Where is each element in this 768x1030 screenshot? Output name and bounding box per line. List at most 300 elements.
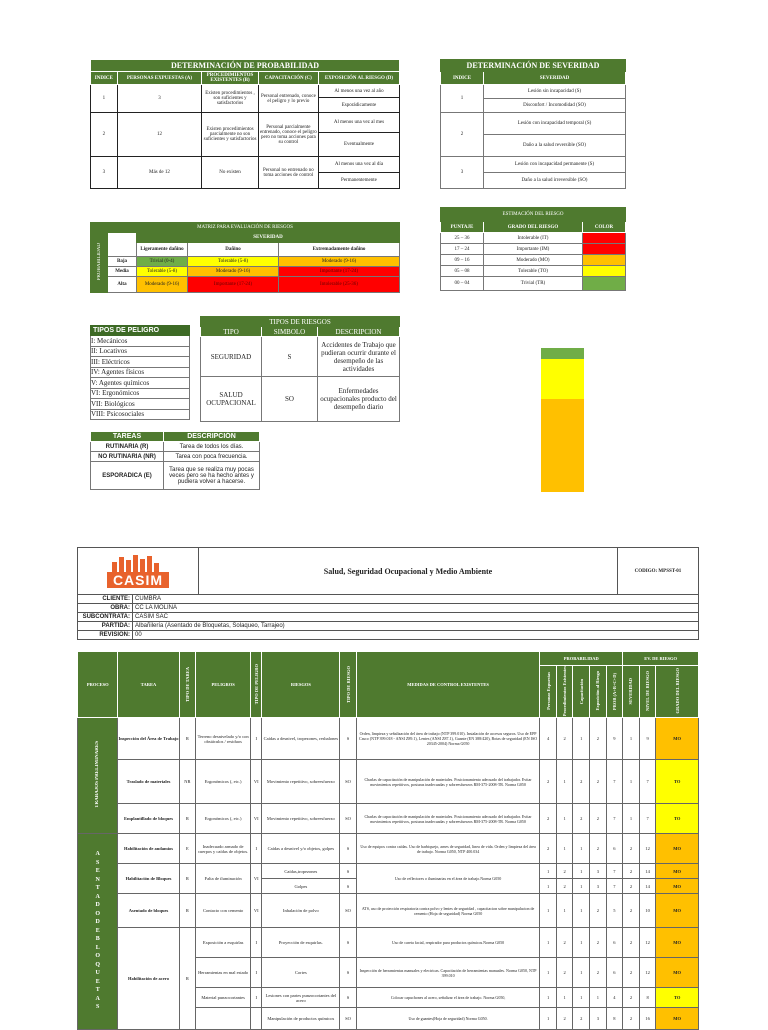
- hazard-types-title: TIPOS DE PELIGRO: [91, 326, 190, 336]
- risk-grade-cell: MO: [656, 928, 699, 958]
- building-icon: [108, 554, 168, 572]
- col-tarea: TAREA: [118, 652, 179, 718]
- score-cell: 1: [540, 1008, 557, 1030]
- risk-type-cell: S: [340, 864, 357, 879]
- hazard-item: V: Agentes químicos: [91, 378, 190, 389]
- sev-item: Lesión con incapacidad temporal (S): [484, 113, 626, 135]
- document-header: [77, 547, 699, 595]
- risk-type-cell: S: [340, 988, 357, 1008]
- risk-types-header: DESCRIPCION: [318, 327, 400, 337]
- control-measures-cell: ATS, uso de protección respiratoria contra polvo y lentes de seguridad , capacitacion sobre manipulacion de cemento (Hoja de seguridad) Norma G050: [356, 894, 540, 928]
- risk-grade-cell: TO: [656, 760, 699, 804]
- score-cell: 2: [623, 988, 640, 1008]
- score-cell: 7: [606, 804, 623, 834]
- col-medidas: MEDIDAS DE CONTROL EXISTENTES: [356, 652, 540, 718]
- hazard-type-cell: [251, 1008, 262, 1030]
- score-cell: 2: [590, 894, 607, 928]
- task-cell: Habilitación de andamios: [118, 834, 179, 864]
- risk-types-title: TIPOS DE RIESGOS: [201, 317, 400, 327]
- risk-matrix: [90, 222, 400, 293]
- risk-cell: Lesiones con partes punzocortantes del acero: [262, 988, 340, 1008]
- col-tipo-peligro: TIPO DE PELIGRO: [253, 664, 259, 705]
- score-cell: 5: [606, 894, 623, 928]
- score-cell: 2: [556, 864, 573, 879]
- proceso-label: TRABAJOS PRELIMINARES: [95, 741, 101, 809]
- hazard-cell: Material punzocortantes: [196, 988, 251, 1008]
- risk-cell: Inhalación de polvo: [262, 894, 340, 928]
- table-row: [78, 928, 699, 958]
- matrix-severity-label: SEVERIDAD: [137, 233, 400, 243]
- iper-table: [77, 651, 699, 1030]
- risk-symbol: S: [262, 337, 318, 377]
- matrix-cell: Tolerable (5-8): [188, 257, 279, 267]
- task-type-cell: R: [179, 804, 196, 834]
- info-value: CC LA MOLINA: [133, 604, 699, 613]
- risk-grade-cell: MO: [656, 718, 699, 760]
- matrix-row-label: Media: [108, 267, 137, 277]
- score-cell: 2: [540, 760, 557, 804]
- score-cell: 2: [623, 879, 640, 894]
- score-cell: 7: [606, 879, 623, 894]
- document-title: Salud, Seguridad Ocupacional y Medio Ambiente: [199, 548, 618, 595]
- estim-grado: Moderado (MO): [484, 255, 583, 266]
- score-cell: 4: [606, 988, 623, 1008]
- prob-proc: Existen procedimientos , son suficientes y satisfactorios: [202, 85, 259, 113]
- info-label: SUBCONTRATA:: [78, 613, 133, 622]
- info-label: CLIENTE:: [78, 595, 133, 604]
- hazard-cell: Inadecuado armado de cuerpos y caídas de objetos.: [196, 834, 251, 864]
- risk-desc: Accidentes de Trabajo que pudieran ocurrir durante el desempeño de las actividades: [318, 337, 400, 377]
- table-row: [78, 894, 699, 928]
- score-cell: 1: [573, 834, 590, 864]
- score-cell: 2: [556, 958, 573, 988]
- score-cell: 1: [573, 894, 590, 928]
- risk-cell: Movimiento repetitivo, sobreesfuerzo: [262, 760, 340, 804]
- col-tipo-riesgo: TIPO DE RIESGO: [345, 665, 351, 703]
- score-cell: 4: [540, 718, 557, 760]
- hazard-types-table: [90, 325, 190, 420]
- estim-color-swatch: [583, 277, 626, 291]
- matrix-cell: Importante (17-24): [279, 267, 400, 277]
- score-cell: 8: [606, 1008, 623, 1030]
- risk-type-cell: S: [340, 879, 357, 894]
- hazard-item: III: Eléctricos: [91, 357, 190, 368]
- legend-bar-green: [541, 348, 584, 359]
- prob-cap: Personal no entrenado no toma acciones de control: [258, 157, 318, 189]
- prob-personas: 12: [117, 113, 202, 157]
- score-cell: 12: [639, 928, 656, 958]
- score-cell: 14: [639, 879, 656, 894]
- hazard-cell: Exposición a esquirlas: [196, 928, 251, 958]
- score-cell: 1: [556, 988, 573, 1008]
- matrix-cell: Moderado (9-16): [188, 267, 279, 277]
- hazard-cell: Ergonómicos (, etc.): [196, 804, 251, 834]
- risk-cell: Cortes: [262, 958, 340, 988]
- risk-type-cell: SO: [340, 894, 357, 928]
- sev-header-severidad: SEVERIDAD: [484, 72, 626, 85]
- score-cell: 1: [556, 894, 573, 928]
- hazard-cell: Terreno desnivelado y/o con obstáculos / residuos: [196, 718, 251, 760]
- risk-grade-cell: MO: [656, 834, 699, 864]
- task-cell: Habilitación de acero: [118, 928, 179, 1030]
- score-cell: 2: [540, 804, 557, 834]
- matrix-col: Dañino: [188, 243, 279, 257]
- hazard-type-cell: VI: [251, 864, 262, 894]
- risk-desc: Enfermedades ocupacionales producto del desempeño diario: [318, 377, 400, 422]
- task-desc: Tarea de todos los días.: [164, 442, 260, 452]
- col-sub: SEVERIDAD: [628, 677, 634, 705]
- task-type-cell: R: [179, 718, 196, 760]
- col-riesgos: RIESGOS: [262, 652, 340, 718]
- prob-exp: Al menos una vez al mes: [318, 113, 399, 133]
- col-sub: Capacitación: [578, 678, 584, 704]
- matrix-cell: Trivial (0-4): [137, 257, 188, 267]
- sev-item: Daño a la salud reversible (SO): [484, 135, 626, 157]
- score-cell: 3: [590, 864, 607, 879]
- risk-cell: Manipulación de productos químicos: [262, 1008, 340, 1030]
- score-cell: 2: [590, 834, 607, 864]
- prob-header-cap: CAPACITACIÓN (C): [258, 72, 318, 85]
- risk-cell: Caídas a desnivel, tropezones, resbalones: [262, 718, 340, 760]
- hazard-type-cell: I: [251, 988, 262, 1008]
- info-value: CUMBRA: [133, 595, 699, 604]
- risk-grade-cell: MO: [656, 958, 699, 988]
- col-sub: NIVEL DE RIESGO: [645, 671, 651, 712]
- estim-grado: Importante (IM): [484, 244, 583, 255]
- table-row: [78, 760, 699, 804]
- score-cell: 2: [556, 879, 573, 894]
- document-code: CODIGO: MPSST-01: [618, 548, 699, 595]
- score-cell: 1: [590, 988, 607, 1008]
- estim-puntaje: 17 – 24: [441, 244, 484, 255]
- score-cell: 2: [590, 760, 607, 804]
- task-cell: Traslado de materiales: [118, 760, 179, 804]
- score-cell: 2: [540, 834, 557, 864]
- matrix-cell: Tolerable (5-8): [137, 267, 188, 277]
- task-type-cell: E: [179, 834, 196, 864]
- prob-indice: 2: [91, 113, 118, 157]
- probability-table: [90, 59, 400, 189]
- score-cell: 6: [606, 958, 623, 988]
- estim-header: GRADO DEL RIESGO: [484, 222, 583, 233]
- prob-header-exp: EXPOSICIÓN AL RIESGO (D): [318, 72, 399, 85]
- sev-item: Lesión con incapacidad permanente (S): [484, 157, 626, 173]
- hazard-type-cell: VI: [251, 760, 262, 804]
- score-cell: 3: [590, 879, 607, 894]
- score-cell: 1: [573, 879, 590, 894]
- severity-title: DETERMINACIÓN DE SEVERIDAD: [441, 60, 626, 72]
- table-row: [78, 804, 699, 834]
- score-cell: 7: [606, 864, 623, 879]
- sev-item: Daño a la salud irreversible (SO): [484, 173, 626, 189]
- control-measures-cell: Uso de equipos contra caídas. Uso de barbiquejo, arnes de seguridad, linea de vida. Orden y limpieza del área de trabajo. Norma G050, NTP 400.034: [356, 834, 540, 864]
- prob-indice: 1: [91, 85, 118, 113]
- score-cell: 8: [639, 988, 656, 1008]
- table-row: [78, 834, 699, 864]
- score-cell: 7: [606, 760, 623, 804]
- score-cell: 1: [556, 834, 573, 864]
- prob-personas: 3: [117, 85, 202, 113]
- table-row: [78, 718, 699, 760]
- hazard-cell: Contacto con cemento: [196, 894, 251, 928]
- matrix-row-label: Alta: [108, 277, 137, 293]
- score-cell: 3: [590, 1008, 607, 1030]
- task-type-cell: R: [179, 928, 196, 1030]
- casim-logo: [78, 554, 198, 588]
- control-measures-cell: Uso de careta facial, respirador para productos químicos.Norma G050: [356, 928, 540, 958]
- risk-type-cell: S: [340, 834, 357, 864]
- sev-indice: 1: [441, 85, 484, 113]
- estimation-title: ESTIMACIÓN DEL RIESGO: [441, 208, 626, 222]
- control-measures-cell: Colocar capuchones al acero, señalizar el área de trabajo. Norma G050,: [356, 988, 540, 1008]
- score-cell: 9: [606, 718, 623, 760]
- document-info: [77, 594, 699, 640]
- score-cell: 2: [623, 864, 640, 879]
- prob-exp: Al menos una vez al año: [318, 85, 399, 98]
- score-cell: 1: [556, 804, 573, 834]
- col-sub: Exposición al Riesgo: [595, 671, 601, 711]
- table-row: [78, 864, 699, 879]
- estim-grado: Trivial (TR): [484, 277, 583, 291]
- hazard-type-cell: I: [251, 834, 262, 864]
- score-cell: 2: [573, 804, 590, 834]
- risk-types-header: TIPO: [201, 327, 262, 337]
- risk-symbol: SO: [262, 377, 318, 422]
- prob-indice: 3: [91, 157, 118, 189]
- logo-text: CASIM: [107, 572, 169, 588]
- risk-type: SALUD OCUPACIONAL: [201, 377, 262, 422]
- col-probabilidad: PROBABILIDAD: [540, 652, 623, 666]
- proceso-cell: [78, 718, 118, 834]
- control-measures-cell: Uso de reflectores o iluminarias en el área de trabajo.Norma G050: [356, 864, 540, 894]
- score-cell: 7: [639, 804, 656, 834]
- task-type-cell: R: [179, 894, 196, 928]
- score-cell: 6: [606, 928, 623, 958]
- hazard-item: IV: Agentes físicos: [91, 367, 190, 378]
- hazard-item: I: Mecánicos: [91, 336, 190, 347]
- col-sub: GRADO DEL RIESGO: [674, 668, 680, 714]
- score-cell: 2: [623, 958, 640, 988]
- legend-bar-yellow: [541, 359, 584, 399]
- score-cell: 1: [540, 958, 557, 988]
- sev-indice: 3: [441, 157, 484, 189]
- risk-grade-cell: TO: [656, 804, 699, 834]
- score-cell: 1: [540, 864, 557, 879]
- prob-proc: Existen procedimientos parcialmente no son suficientes y satisfactorios: [202, 113, 259, 157]
- score-cell: 1: [540, 988, 557, 1008]
- risk-type-cell: SO: [340, 804, 357, 834]
- info-value: 00: [133, 631, 699, 640]
- prob-exp: Permanentemente: [318, 173, 399, 189]
- score-cell: 9: [639, 718, 656, 760]
- hazard-type-cell: I: [251, 718, 262, 760]
- hazard-item: VII: Biológicos: [91, 399, 190, 410]
- tasks-header: DESCRIPCIÓN: [164, 432, 260, 442]
- hazard-cell: [196, 1008, 251, 1030]
- score-cell: 2: [590, 958, 607, 988]
- task-cell: Inspección del Área de Trabajo: [118, 718, 179, 760]
- score-cell: 12: [639, 958, 656, 988]
- prob-header-indice: INDICE: [91, 72, 118, 85]
- col-proceso: PROCESO: [78, 652, 118, 718]
- matrix-row-label: Baja: [108, 257, 137, 267]
- score-cell: 1: [573, 928, 590, 958]
- sev-indice: 2: [441, 113, 484, 157]
- estim-header: COLOR: [583, 222, 626, 233]
- task-type-cell: NR: [179, 760, 196, 804]
- logo-cell: [78, 548, 199, 595]
- score-cell: 1: [540, 879, 557, 894]
- estim-header: PUNTAJE: [441, 222, 484, 233]
- hazard-cell: Ergonómicos (, etc.): [196, 760, 251, 804]
- task-cell: Asentado de bloques: [118, 894, 179, 928]
- score-cell: 2: [623, 894, 640, 928]
- iper-body: [78, 718, 699, 1030]
- score-cell: 7: [639, 760, 656, 804]
- risk-grade-cell: MO: [656, 879, 699, 894]
- matrix-cell: Importante (17-24): [188, 277, 279, 293]
- hazard-type-cell: I: [251, 958, 262, 988]
- estim-puntaje: 25 – 36: [441, 233, 484, 244]
- hazard-type-cell: VI: [251, 804, 262, 834]
- score-cell: 2: [590, 718, 607, 760]
- info-value: Albañilería (Asentado de Bloquetas, Solaqueo, Tarrajeo): [133, 622, 699, 631]
- prob-exp: Al menos una vez al día: [318, 157, 399, 173]
- sev-header-indice: INDICE: [441, 72, 484, 85]
- proceso-cell: [78, 834, 118, 1030]
- tasks-header: TAREAS: [91, 432, 164, 442]
- risk-type-cell: SO: [340, 760, 357, 804]
- matrix-cell: Moderado (9-16): [137, 277, 188, 293]
- sev-item: Lesión sin incapacidad (S): [484, 85, 626, 99]
- prob-exp: Esporádicamente: [318, 98, 399, 113]
- matrix-col: Ligeramente dañino: [137, 243, 188, 257]
- estim-color-swatch: [583, 266, 626, 277]
- score-cell: 2: [573, 760, 590, 804]
- matrix-prob-label: PROBABILIDAD: [96, 242, 102, 281]
- score-cell: 1: [623, 804, 640, 834]
- hazard-item: VIII: Psicosociales: [91, 409, 190, 420]
- info-label: OBRA:: [78, 604, 133, 613]
- score-cell: 2: [590, 804, 607, 834]
- risk-cell: Proyección de esquirlas.: [262, 928, 340, 958]
- estim-color-swatch: [583, 244, 626, 255]
- prob-proc: No existen: [202, 157, 259, 189]
- risk-type-cell: SO: [340, 1008, 357, 1030]
- score-cell: 2: [556, 928, 573, 958]
- score-cell: 10: [639, 894, 656, 928]
- estim-puntaje: 05 – 08: [441, 266, 484, 277]
- legend-bar-orange: [541, 399, 584, 492]
- prob-cap: Personal parcialmente entrenado, conoce el peligro pero no toma acciones para su control: [258, 113, 318, 157]
- prob-header-personas: PERSONAS EXPUESTAS (A): [117, 72, 202, 85]
- control-measures-cell: Inspección de herramientas manuales y electricas. Capacitación de herramientas manuales. Norma G050, NTP 399.010: [356, 958, 540, 988]
- estim-puntaje: 09 – 16: [441, 255, 484, 266]
- control-measures-cell: Uso de guantes(Hoja de seguridad) Norma G050.: [356, 1008, 540, 1030]
- hazard-cell: Falta de iluminación: [196, 864, 251, 894]
- risk-cell: Caídas,tropezones: [262, 864, 340, 879]
- risk-types-table: [200, 316, 400, 422]
- score-cell: 1: [623, 718, 640, 760]
- estim-grado: Intolerable (IT): [484, 233, 583, 244]
- risk-type-cell: S: [340, 928, 357, 958]
- info-value: CASIM SAC: [133, 613, 699, 622]
- task-type: NO RUTINARIA (NR): [91, 452, 164, 462]
- info-label: PARTIDA:: [78, 622, 133, 631]
- task-desc: Tarea que se realiza muy pocas veces pero se ha hecho antes y pudiera volver a hacerse.: [164, 462, 260, 490]
- score-cell: 2: [623, 1008, 640, 1030]
- hazard-item: VI: Ergonómicos: [91, 388, 190, 399]
- score-cell: 1: [556, 760, 573, 804]
- info-label: REVISION:: [78, 631, 133, 640]
- score-cell: 1: [540, 894, 557, 928]
- control-measures-cell: Charlas de capacitación de manipulación de materiales. Posicionamiento adecuado del trabajador. Evitar movimientos repetitivos, posturas inadecuadas y sobreesfuerzos RM-375-2008-TR. Norma G050: [356, 804, 540, 834]
- score-cell: 1: [573, 718, 590, 760]
- prob-header-proc: PROCEDIMIENTOS EXISTENTES (B): [202, 72, 259, 85]
- risk-estimation-table: [440, 207, 626, 291]
- matrix-cell: Intolerable (25-36): [279, 277, 400, 293]
- score-cell: 2: [623, 834, 640, 864]
- task-desc: Tarea con poca frecuencia.: [164, 452, 260, 462]
- estim-grado: Tolerable (TO): [484, 266, 583, 277]
- col-sub: Personas Expuestas: [545, 672, 551, 711]
- hazard-type-cell: I: [251, 928, 262, 958]
- risk-type: SEGURIDAD: [201, 337, 262, 377]
- estim-puntaje: 00 – 04: [441, 277, 484, 291]
- score-cell: 12: [639, 834, 656, 864]
- score-cell: 1: [573, 958, 590, 988]
- col-peligros: PELIGROS: [196, 652, 251, 718]
- score-cell: 14: [639, 864, 656, 879]
- score-cell: 1: [573, 988, 590, 1008]
- task-cell: Habilitación de Bloques: [118, 864, 179, 894]
- risk-grade-cell: MO: [656, 894, 699, 928]
- risk-type-cell: S: [340, 718, 357, 760]
- matrix-cell: Moderado (9-16): [279, 257, 400, 267]
- risk-grade-cell: MO: [656, 1008, 699, 1030]
- score-cell: 6: [606, 834, 623, 864]
- prob-cap: Personal entrenado, conoce el peligro y lo previo: [258, 85, 318, 113]
- control-measures-cell: Orden, limpieza y señalización del área de trabajo (NTP 399.010). Instalación de accesos seguros. Uso de EPP Casco (NTP 399.018 - ANSI Z89.1), Lentes (ANSI Z87.1), Guante (EN 388/420), Botas de seguridad (EN ISO 20345-2004) Norma G050: [356, 718, 540, 760]
- matrix-col: Extremadamente dañino: [279, 243, 400, 257]
- score-cell: 2: [556, 1008, 573, 1030]
- score-cell: 2: [573, 1008, 590, 1030]
- hazard-cell: Herramientas en mal estado: [196, 958, 251, 988]
- score-cell: 1: [540, 928, 557, 958]
- risk-type-cell: S: [340, 958, 357, 988]
- col-sub: Procedimientos Existentes: [562, 666, 568, 717]
- task-type: RUTINARIA (R): [91, 442, 164, 452]
- score-cell: 1: [573, 864, 590, 879]
- score-cell: 2: [590, 928, 607, 958]
- hazard-item: II: Locativos: [91, 346, 190, 357]
- sev-item: Disconfort / Incomodidad (SO): [484, 99, 626, 113]
- score-cell: 1: [623, 760, 640, 804]
- risk-cell: Movimiento repetitivo, sobreesfuerzo: [262, 804, 340, 834]
- prob-personas: Más de 12: [117, 157, 202, 189]
- control-measures-cell: Charlas de capacitación de manipulación de materiales. Posicionamiento adecuado del trabajador. Evitar movimientos repetitivos, posturas inadecuadas y sobreesfuerzos RM-375-2008-TR. Norma G050: [356, 760, 540, 804]
- proceso-label: ASENTADO DE BLOQUETAS: [95, 851, 101, 1011]
- estim-color-swatch: [583, 255, 626, 266]
- task-type-cell: R: [179, 864, 196, 894]
- estim-color-swatch: [583, 233, 626, 244]
- col-sub: PROB (A+B+C+D): [611, 672, 617, 710]
- matrix-title: MATRIZ PARA EVALUACIÓN DE RIESGOS: [91, 223, 400, 233]
- score-cell: 2: [556, 718, 573, 760]
- hazard-type-cell: VI: [251, 894, 262, 928]
- risk-grade-cell: MO: [656, 864, 699, 879]
- probability-title: DETERMINACIÓN DE PROBABILIDAD: [91, 60, 400, 72]
